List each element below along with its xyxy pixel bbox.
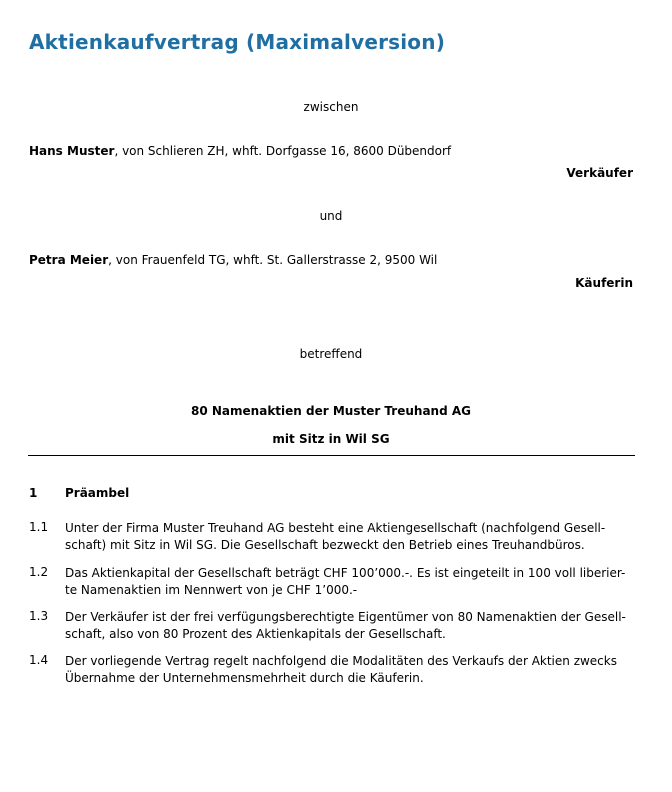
between-label: zwischen: [303, 100, 359, 114]
subject-line-1: 80 Namenaktien der Muster Treuhand AG: [191, 404, 471, 418]
clause-line: Das Aktienkapital der Gesellschaft beträgt CHF 100’000.-. Es ist eingeteilt in 100 voll liberier-: [65, 566, 626, 580]
and-label: und: [319, 209, 343, 223]
clause-line: Übernahme der Unternehmensmehrheit durch die Käuferin.: [65, 671, 424, 685]
document-title: Aktienkaufvertrag (Maximalversion): [29, 30, 446, 54]
clause-line: Unter der Firma Muster Treuhand AG besteht eine Aktiengesellschaft (nachfolgend Gesell-: [65, 521, 606, 535]
clause-number: 1.4: [29, 653, 49, 667]
clause-line: te Namenaktien im Nennwert von je CHF 1’000.-: [65, 583, 358, 597]
buyer-details: , von Frauenfeld TG, whft. St. Gallerstrasse 2, 9500 Wil: [108, 253, 438, 267]
clause-line: schaft, also von 80 Prozent des Aktienkapitals der Gesellschaft.: [65, 627, 446, 641]
seller-line: [29, 144, 451, 158]
clause-line: Der vorliegende Vertrag regelt nachfolgend die Modalitäten des Verkaufs der Aktien zwecks: [65, 654, 617, 668]
section-number: 1: [29, 486, 38, 500]
clause-number: 1.2: [29, 565, 49, 579]
seller-name: Hans Muster: [29, 144, 115, 158]
clause-text: [65, 653, 637, 687]
concerning-label: betreffend: [299, 347, 363, 361]
clause-line: schaft) mit Sitz in Wil SG. Die Gesellschaft bezweckt den Betrieb eines Treuhandbüros.: [65, 538, 585, 552]
buyer-line: [29, 253, 437, 267]
clause-number: 1.1: [29, 520, 49, 534]
clause-text: [65, 520, 637, 554]
seller-role: Verkäufer: [566, 166, 633, 180]
clause-line: Der Verkäufer ist der frei verfügungsberechtigte Eigentümer von 80 Namenaktien der Gesell-: [65, 610, 626, 624]
subject-line-2: mit Sitz in Wil SG: [272, 432, 390, 446]
clause-number: 1.3: [29, 609, 49, 623]
buyer-role: Käuferin: [575, 276, 633, 290]
section-title: Präambel: [65, 486, 130, 500]
horizontal-rule: [28, 455, 635, 456]
clause-text: [65, 565, 637, 599]
buyer-name: Petra Meier: [29, 253, 109, 267]
seller-details: , von Schlieren ZH, whft. Dorfgasse 16, 8600 Dübendorf: [114, 144, 452, 158]
clause-text: [65, 609, 637, 643]
